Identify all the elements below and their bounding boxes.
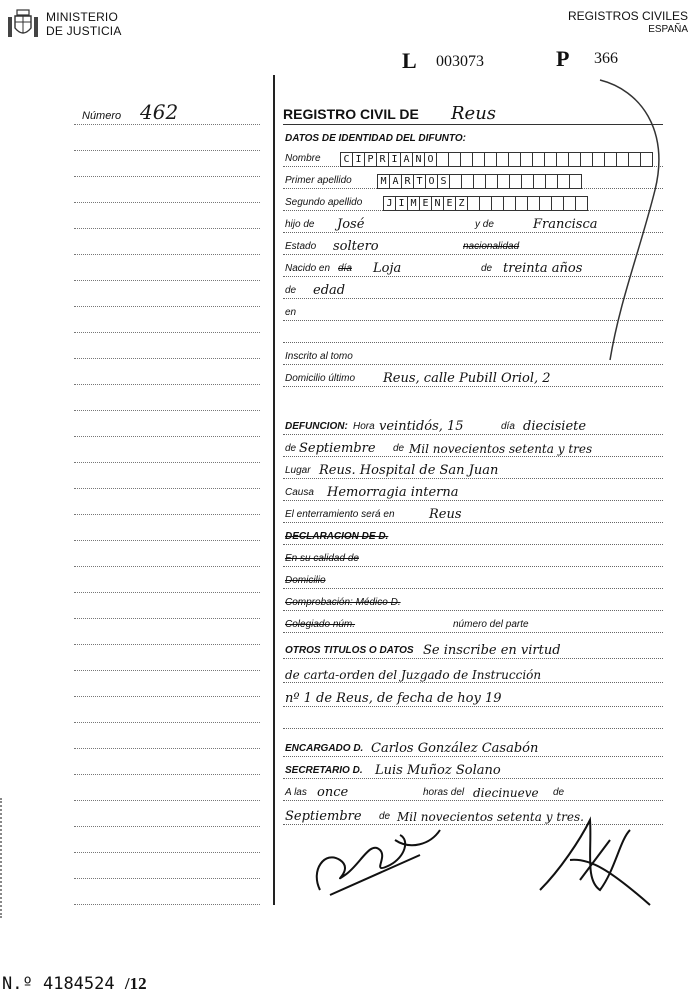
edad-value-2: edad [313,283,346,298]
hora-value: veintidós, 15 [379,419,464,434]
edad-label: de [481,263,493,274]
declaracion-row [283,526,663,545]
fecha-label: de [285,443,297,454]
letter-box [546,174,558,189]
letter-box: N [432,196,444,211]
letter-box: A [401,152,413,167]
secretario-row [283,760,663,779]
final-label-2: de [379,811,391,822]
comprobacion-row [283,592,663,611]
final-mes: Septiembre [285,809,362,824]
letter-box [473,152,485,167]
enterramiento-value: Reus [429,507,462,522]
letter-box [516,196,528,211]
segundo-apellido-label: Segundo apellido [285,197,363,208]
segundo-apellido-boxes [383,196,588,209]
letter-box [521,152,533,167]
nacido-label: Nacido en [285,263,331,274]
hijo-label: hijo de [285,219,315,230]
letter-box [492,196,504,211]
letter-box [462,174,474,189]
domicilio-value: Reus, calle Pubill Oriol, 2 [383,371,551,386]
parte-label: número del parte [453,619,529,630]
horas-value: diecinueve [473,786,539,800]
letter-box [480,196,492,211]
letter-box: P [365,152,377,167]
book-p-letter: P [556,46,570,71]
letter-box: J [383,196,396,211]
serial-prefix: N.º [2,974,33,994]
letter-box: I [353,152,365,167]
letter-box [534,174,546,189]
margin-pen-stroke [560,70,680,370]
registry-title: REGISTRO CIVIL DE [283,106,419,122]
otros-line1: Se inscribe en virtud [423,643,561,658]
causa-label: Causa [285,487,314,498]
letter-box: O [426,174,438,189]
margin-mark [0,798,7,918]
letter-box: C [340,152,353,167]
numero-label: Número [82,110,122,122]
causa-row [283,482,663,501]
estado-label: Estado [285,241,317,252]
fecha-ano: Mil novecientos setenta y tres [409,442,593,456]
nacido-strike: día [338,263,352,274]
letter-box [510,174,522,189]
lugar-row [283,460,663,479]
column-divider [273,75,275,905]
horas-label: horas del [423,787,465,798]
colegiado-row [283,614,663,633]
letter-box: O [425,152,437,167]
letter-box [498,174,510,189]
otros-line3: nº 1 de Reus, de fecha de hoy 19 [285,691,502,706]
colegiado-label: Colegiado núm. [285,619,356,630]
domicilio-label: Domicilio último [285,373,356,384]
madre-value: Francisca [533,217,598,232]
otros-line2: de carta-orden del Juzgado de Instrucción [285,668,542,682]
letter-box: Z [456,196,468,211]
nombre-label: Nombre [285,153,321,164]
letter-box [545,152,557,167]
ministry-line2: DE JUSTICIA [46,24,122,38]
letter-box [522,174,534,189]
letter-box [497,152,509,167]
ministry-name [46,10,122,38]
letter-box [468,196,480,211]
section-title: DATOS DE IDENTIDAD DEL DIFUNTO: [285,133,466,144]
final-ano: Mil novecientos setenta y tres. [397,810,584,824]
book-l-number: 003073 [436,53,484,70]
enterramiento-label: El enterramiento será en [285,509,395,520]
numero-value: 462 [140,100,179,124]
enterramiento-row [283,504,663,523]
signature-secretario [530,800,660,910]
alas-label: A las [285,787,307,798]
fecha-row [283,438,663,457]
letter-box: N [413,152,425,167]
registry-line2: ESPAÑA [648,24,689,35]
calidad-row [283,548,663,567]
encargado-value: Carlos González Casabón [371,741,539,756]
primer-apellido-label: Primer apellido [285,175,352,186]
lugar-value: Reus. Hospital de San Juan [319,463,499,478]
fecha-mes: Septiembre [299,441,376,456]
letter-box [437,152,449,167]
letter-box [540,196,552,211]
en-label: en [285,307,297,318]
coat-of-arms-icon [6,8,40,42]
letter-box [485,152,497,167]
otros-row [283,640,663,659]
domicilio2-label: Domicilio [285,575,326,586]
primer-apellido-boxes [377,174,582,187]
letter-box: E [444,196,456,211]
calidad-label: En su calidad de [285,553,359,564]
letter-box: A [390,174,402,189]
domicilio2-row [283,570,663,589]
estado-value: soltero [333,239,379,254]
letter-box: R [402,174,414,189]
padre-value: José [337,217,365,232]
letter-box: I [389,152,401,167]
secretario-label: SECRETARIO D. [285,765,363,776]
defuncion-row [283,416,663,435]
letter-box: S [438,174,450,189]
book-p-number: 366 [594,50,618,67]
otros-row-3 [283,688,663,707]
serial-suffix: /12 [124,974,147,993]
nacionalidad-label: nacionalidad [463,241,520,252]
letter-box: I [396,196,408,211]
edad-value: treinta años [503,261,583,276]
nacido-value: Loja [373,261,402,276]
registry-city: Reus [451,103,497,124]
encargado-row [283,738,663,757]
letter-box: M [377,174,390,189]
letter-box: R [377,152,389,167]
serial-digits: 4184524 [42,974,115,994]
declaracion-label: DECLARACION DE D. [285,531,389,542]
otros-label: OTROS TITULOS O DATOS [285,645,414,656]
letter-box: T [414,174,426,189]
serial-number [2,974,147,994]
alas-value: once [317,785,349,800]
alas-row [283,782,663,801]
letter-box [461,152,473,167]
dia-label: día [501,421,515,432]
registry-line1: REGISTROS CIVILES [568,9,689,23]
secretario-value: Luis Muñoz Solano [375,763,501,778]
letter-box: E [420,196,432,211]
domicilio-row [283,368,663,387]
ministry-line1: MINISTERIO [46,10,119,24]
registry-name [568,9,688,37]
hora-label: Hora [353,421,375,432]
edad-label-2: de [285,285,297,296]
book-l-letter: L [402,48,417,73]
signature-encargado [300,820,450,900]
letter-box: M [408,196,420,211]
fecha-label-2: de [393,443,405,454]
letter-box [504,196,516,211]
inscrito-label: Inscrito al tomo [285,351,353,362]
encargado-label: ENCARGADO D. [285,743,364,754]
letter-box [449,152,461,167]
causa-value: Hemorragia interna [327,485,459,500]
madre-label: y de [475,219,494,230]
dia-value: diecisiete [523,419,587,434]
letter-box [474,174,486,189]
letter-box [450,174,462,189]
letter-box [509,152,521,167]
comprobacion-label: Comprobación: Médico D. [285,597,401,608]
de-label: de [553,787,565,798]
lugar-label: Lugar [285,465,311,476]
blank-row-2 [283,710,663,729]
letter-box [528,196,540,211]
letter-box [486,174,498,189]
letter-box [533,152,545,167]
otros-row-2 [283,664,663,683]
defuncion-label: DEFUNCION: [285,421,348,432]
left-line [74,124,260,125]
